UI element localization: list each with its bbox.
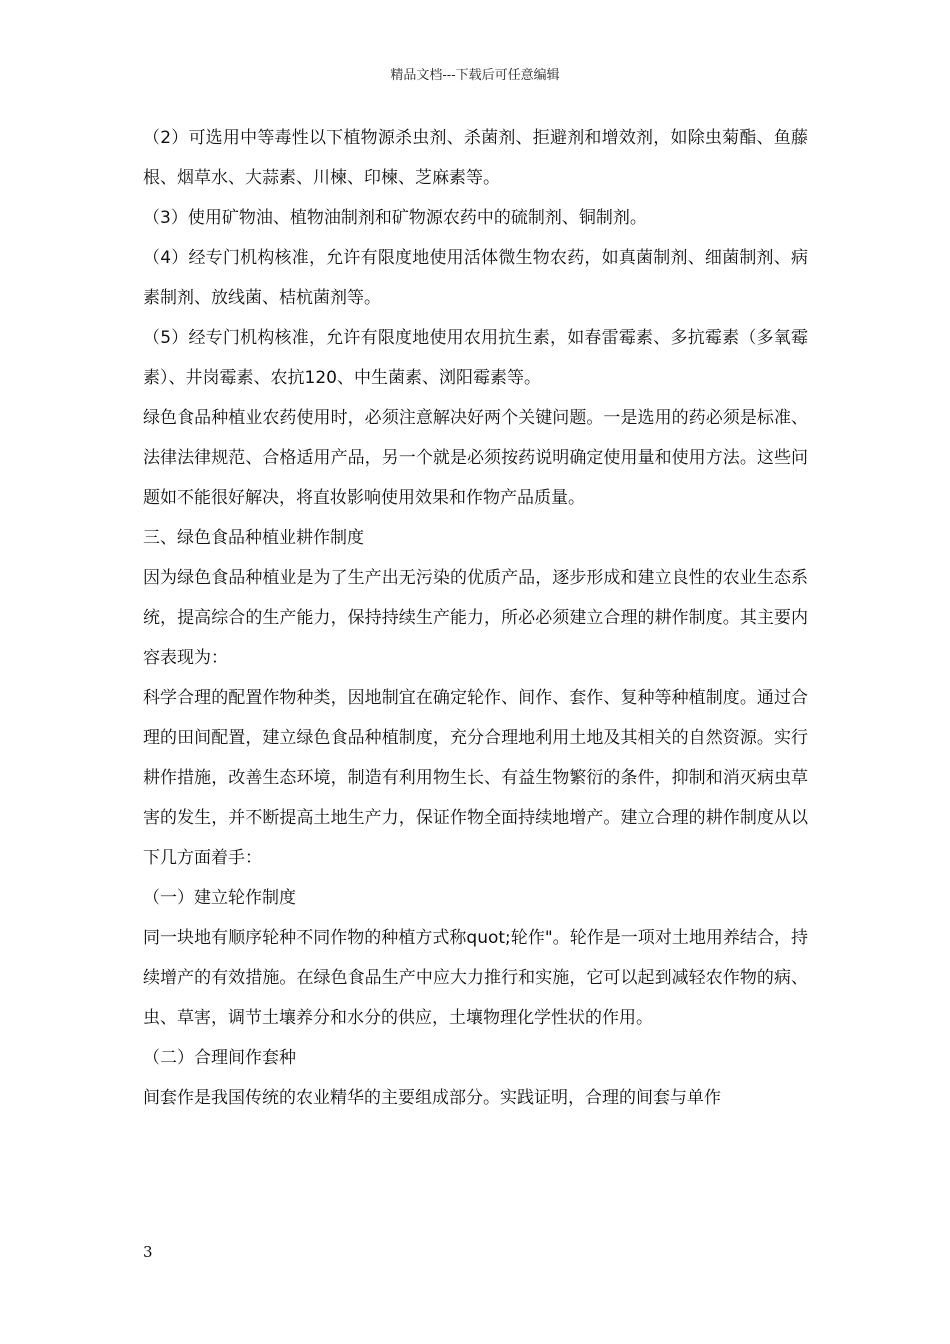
paragraph: （5）经专门机构核准，允许有限度地使用农用抗生素，如春雷霉素、多抗霉素（多氧霉素）、井岗霉素、农抗120、中生菌素、浏阳霉素等。 <box>143 328 808 388</box>
document-body <box>143 118 808 1118</box>
paragraph: 绿色食品种植业农药使用时，必须注意解决好两个关键问题。一是选用的药必须是标准、法律法律规范、合格适用产品，另一个就是必须按药说明确定使用量和使用方法。这些问题如不能很好解决，将直妆影响使用效果和作物产品质量。 <box>143 408 808 508</box>
paragraph: （4）经专门机构核准，允许有限度地使用活体微生物农药，如真菌制剂、细菌制剂、病素制剂、放线菌、桔杭菌剂等。 <box>143 248 808 308</box>
page-number: 3 <box>143 1243 153 1261</box>
paragraph: 因为绿色食品种植业是为了生产出无污染的优质产品，逐步形成和建立良性的农业生态系统，提高综合的生产能力，保持持续生产能力，所必必须建立合理的耕作制度。其主要内容表现为： <box>143 568 808 668</box>
section-heading: 三、绿色食品种植业耕作制度 <box>143 528 364 548</box>
subsection-heading: （二）合理间作套种 <box>143 1048 296 1068</box>
paragraph: （3）使用矿物油、植物油制剂和矿物源农药中的硫制剂、铜制剂。 <box>143 208 647 228</box>
page-header: 精品文档---下载后可任意编辑 <box>390 68 560 83</box>
paragraph: 科学合理的配置作物种类，因地制宜在确定轮作、间作、套作、复种等种植制度。通过合理的田间配置，建立绿色食品种植制度，充分合理地利用土地及其相关的自然资源。实行耕作措施，改善生态环境，制造有利用物生长、有益生物繁衍的条件，抑制和消灭病虫草害的发生，并不断提高土地生产力，保证作物全面持续地增产。建立合理的耕作制度从以下几方面着手： <box>143 688 808 868</box>
paragraph: 同一块地有顺序轮种不同作物的种植方式称quot;轮作"。轮作是一项对土地用养结合，持续增产的有效措施。在绿色食品生产中应大力推行和实施，它可以起到减轻农作物的病、虫、草害，调节土壤养分和水分的供应，土壤物理化学性状的作用。 <box>143 928 808 1028</box>
paragraph: 间套作是我国传统的农业精华的主要组成部分。实践证明，合理的间套与单作 <box>143 1088 721 1108</box>
subsection-heading: （一）建立轮作制度 <box>143 888 296 908</box>
paragraph: （2）可选用中等毒性以下植物源杀虫剂、杀菌剂、拒避剂和增效剂，如除虫菊酯、鱼藤根、烟草水、大蒜素、川楝、印楝、芝麻素等。 <box>143 128 808 188</box>
